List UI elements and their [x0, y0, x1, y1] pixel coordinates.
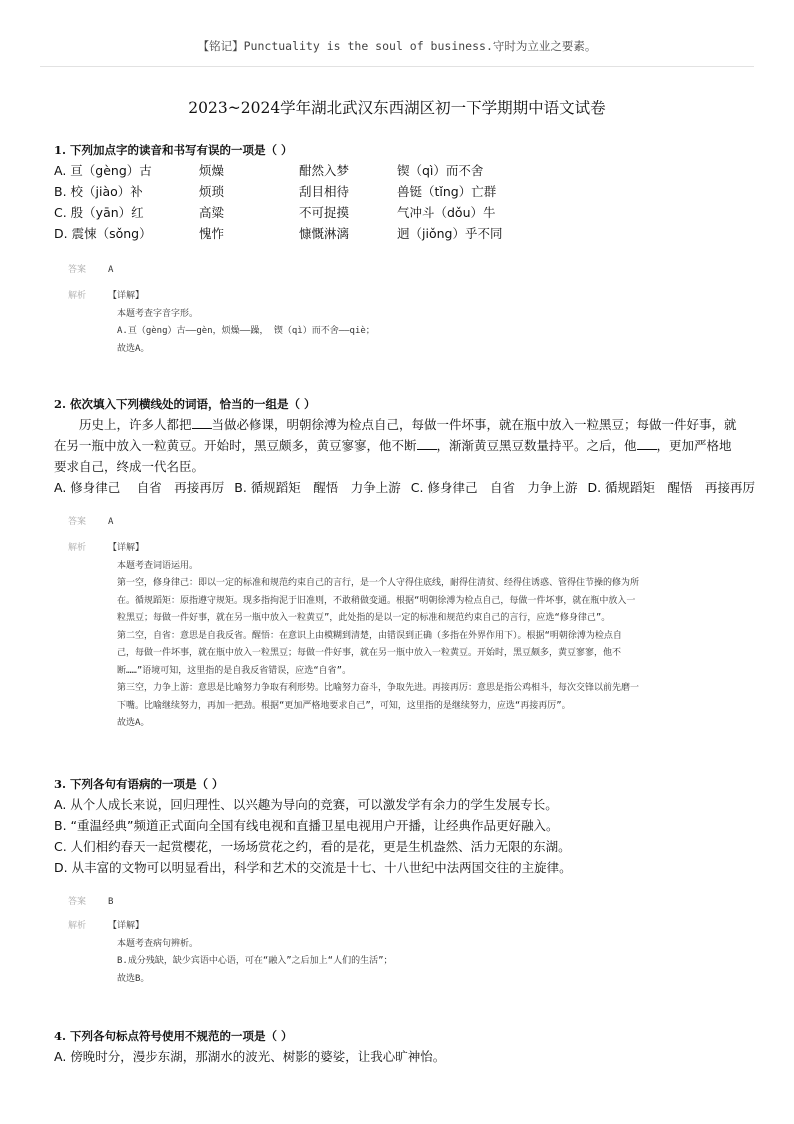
analysis-heading: 【详解】: [108, 543, 145, 553]
answer-value: B: [108, 897, 114, 907]
analysis-line: 故选A。: [117, 343, 150, 354]
analysis-heading: 【详解】: [108, 921, 145, 931]
analysis-line: 故选B。: [117, 973, 150, 984]
motto-banner: 【铭记】Punctuality is the soul of business.守时为立业之要素。: [197, 39, 597, 53]
analysis-line: 本题考查词语运用。: [117, 560, 199, 571]
passage-part: ，更加严格地要求自己，终成一代名臣。: [54, 438, 732, 474]
q2-option-d: D. 循规蹈矩 醒悟 再接再厉: [587, 480, 756, 495]
question-2-passage: [54, 414, 744, 477]
analysis-line: 粒黑豆；每做一件好事，就在另一瓶中放入一粒黄豆”，此处指的是以一定的标准和规范约束自己的言行，应选“修身律己”。: [117, 613, 611, 623]
q1-option-c-3: 不可捉摸: [299, 205, 350, 220]
analysis-line: 第三空，力争上游：意思是比喻努力争取有利形势。比喻努力奋斗，争取先进。再接再厉：意思是指公鸡相斗，每次交锋以前先磨一: [117, 683, 640, 693]
blank-3: [637, 437, 657, 450]
answer-label: 答案: [68, 517, 87, 527]
question-3: [54, 774, 744, 878]
analysis-line: A.亘（gèng）古——gèn，烦燥——躁， 锲（qì）而不舍——qiè；: [117, 326, 375, 336]
q1-option-d-4: 迥（jiǒng）乎不同: [397, 226, 503, 241]
passage-part: 历史上，许多人都把: [79, 417, 192, 432]
q3-option-b: B. “重温经典”频道正式面向全国有线电视和直播卫星电视用户开播，让经典作品更好融入。: [54, 818, 559, 833]
blank-1: [192, 416, 212, 429]
answer-value: A: [108, 517, 114, 527]
question-1: [54, 140, 744, 244]
question-1-options: [54, 160, 744, 244]
q3-option-d: D. 从丰富的文物可以明显看出，科学和艺术的交流是十七、十八世纪中法两国交往的主旋律。: [54, 860, 572, 875]
q3-option-a: A. 从个人成长来说，回归理性、以兴趣为导向的竞赛，可以激发学有余力的学生发展专长。: [54, 797, 558, 812]
q2-option-a: A. 修身律己 自省 再接再厉: [54, 480, 225, 495]
analysis-line: 己，每做一件坏事，就在瓶中放入一粒黑豆；每做一件好事，就在另一瓶中放入一粒黄豆。开始时，黑豆颇多，黄豆寥寥，他不: [117, 648, 622, 658]
q1-option-c-2: 高粱: [199, 205, 225, 220]
q1-option-b-1: B. 校（jiào）补: [54, 184, 143, 199]
q1-option-d-1: D. 震悚（sǒng）: [54, 226, 152, 241]
question-2-options: [54, 477, 756, 498]
analysis-line: 故选A。: [117, 718, 150, 728]
question-3-stem: 3. 下列各句有语病的一项是（ ）: [54, 777, 224, 791]
analysis-line: 本题考查字音字形。: [117, 308, 199, 319]
question-2-analysis: [68, 540, 728, 733]
passage-part: ，渐渐黄豆黑豆数量持平。之后，他: [436, 438, 637, 453]
q1-option-d-2: 愧怍: [199, 226, 225, 241]
question-3-analysis: [68, 918, 728, 988]
q1-option-b-2: 烦琐: [199, 184, 225, 199]
answer-value: A: [108, 265, 114, 275]
analysis-label: 解析: [68, 291, 87, 301]
q1-option-a-3: 酣然入梦: [299, 163, 350, 178]
q2-option-b: B. 循规蹈矩 醒悟 力争上游: [234, 480, 401, 495]
q2-option-c: C. 修身律己 自省 力争上游: [410, 480, 578, 495]
q1-option-a-1: A. 亘（gèng）古: [54, 163, 152, 178]
q3-option-c: C. 人们相约春天一起赏樱花，一场场赏花之约，看的是花，更是生机盎然、活力无限的东湖。: [54, 839, 571, 854]
analysis-line: 本题考查病句辨析。: [117, 938, 199, 949]
question-2-stem: 2. 依次填入下列横线处的词语，恰当的一组是（ ）: [54, 397, 316, 411]
answer-label: 答案: [68, 265, 87, 275]
blank-2: [417, 437, 437, 450]
question-1-answer: [68, 262, 728, 278]
question-4-stem: 4. 下列各句标点符号使用不规范的一项是（ ）: [54, 1029, 293, 1043]
analysis-heading: 【详解】: [108, 291, 145, 301]
question-2-answer: [68, 514, 728, 530]
analysis-line: 断……”语境可知，这里指的是自我反省错误，应选“自省”。: [117, 665, 352, 676]
q1-option-a-2: 烦燥: [199, 163, 225, 178]
q1-option-c-4: 气冲斗（dǒu）牛: [397, 205, 496, 220]
page-title: 2023~2024学年湖北武汉东西湖区初一下学期期中语文试卷: [188, 99, 606, 117]
analysis-line: 下嘴。比喻继续努力，再加一把劲。根据“更加严格地要求自己”，可知，这里指的是继续努力，应选“再接再厉”。: [117, 700, 571, 711]
answer-label: 答案: [68, 897, 87, 907]
q4-option-a: A. 傍晚时分，漫步东湖，那湖水的波光、树影的婆娑，让我心旷神怡。: [54, 1049, 446, 1064]
q1-option-d-3: 慷慨淋漓: [299, 226, 350, 241]
question-1-analysis: [68, 288, 728, 358]
question-2: [54, 394, 756, 498]
q1-option-b-3: 刮目相待: [299, 184, 350, 199]
analysis-label: 解析: [68, 543, 87, 553]
question-4: [54, 1026, 744, 1067]
q1-option-b-4: 兽铤（tǐng）亡群: [397, 184, 497, 199]
question-3-answer: [68, 894, 728, 910]
analysis-line: B.成分残缺，缺少宾语中心语，可在“融入”之后加上“人们的生活”；: [117, 956, 393, 966]
header-divider: [40, 66, 754, 67]
analysis-label: 解析: [68, 921, 87, 931]
analysis-line: 在。循规蹈矩：原指遵守规矩。现多指拘泥于旧准则，不敢稍做变通。根据“明朝徐溥为检点自己，每做一件坏事，就在瓶中放入一: [117, 595, 636, 606]
q1-option-c-1: C. 殷（yān）红: [54, 205, 144, 220]
analysis-line: 第一空，修身律己：即以一定的标准和规范约束自己的言行，是一个人守得住底线，耐得住清贫、经得住诱惑、管得住节操的修为所: [117, 578, 640, 588]
analysis-line: 第二空，自省：意思是自我反省。醒悟：在意识上由模糊到清楚，由错误到正确（多指在外界作用下）。根据“明朝徐溥为检点自: [117, 630, 622, 641]
passage-part: 当做必修课，明朝徐溥为检点自己，每做一件坏事，就在瓶中放入一粒黑豆；每做一件好事，就在另一瓶中放入一粒黄豆。开始时，黑豆颇多，黄豆寥寥，他不断: [54, 417, 737, 453]
question-1-stem: 1. 下列加点字的读音和书写有误的一项是（ ）: [54, 143, 293, 157]
q1-option-a-4: 锲（qì）而不舍: [397, 163, 484, 178]
